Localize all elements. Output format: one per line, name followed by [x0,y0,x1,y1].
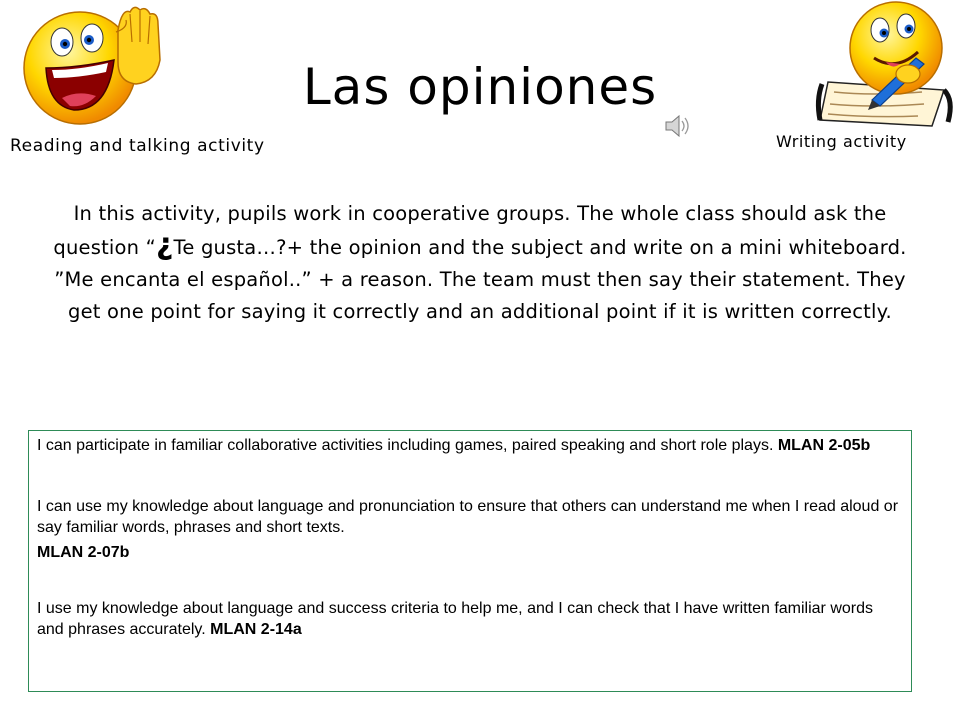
outcome-item [37,496,903,538]
activity-description [40,198,920,328]
outcome-item [37,598,903,640]
outcome-text: I can use my knowledge about language and pronunciation to ensure that others can understand me when I read aloud or say familiar words, phrases and short texts. [37,498,899,536]
intro-part-2: Te gusta…?+ the opinion and the subject and write on a mini whiteboard. ”Me encanta el español..” + a reason. The team must then say their statement. They get one point for saying it correctly and an additional point if it is written correctly. [54,236,907,323]
outcome-code: MLAN 2-14a [210,621,302,638]
outcome-text: I use my knowledge about language and success criteria to help me, and I can check that I have written familiar words and phrases accurately. [37,600,873,638]
outcome-code: MLAN 2-05b [777,437,871,454]
speaker-icon[interactable] [664,114,692,138]
outcome-code: MLAN 2-07b [37,544,130,561]
reading-talking-label: Reading and talking activity [10,136,265,156]
outcome-text: I can participate in familiar collaborative activities including games, paired speaking and short role plays. [37,437,778,454]
page-title: Las opiniones [302,58,658,116]
outcome-item [37,435,903,456]
intro-part-1: In this activity, pupils work in cooperative groups. The whole class should ask the question “ [53,202,887,259]
writing-activity-label: Writing activity [776,132,907,151]
learning-outcomes-box [28,430,912,692]
inverted-question-mark: ¿ [155,227,174,262]
